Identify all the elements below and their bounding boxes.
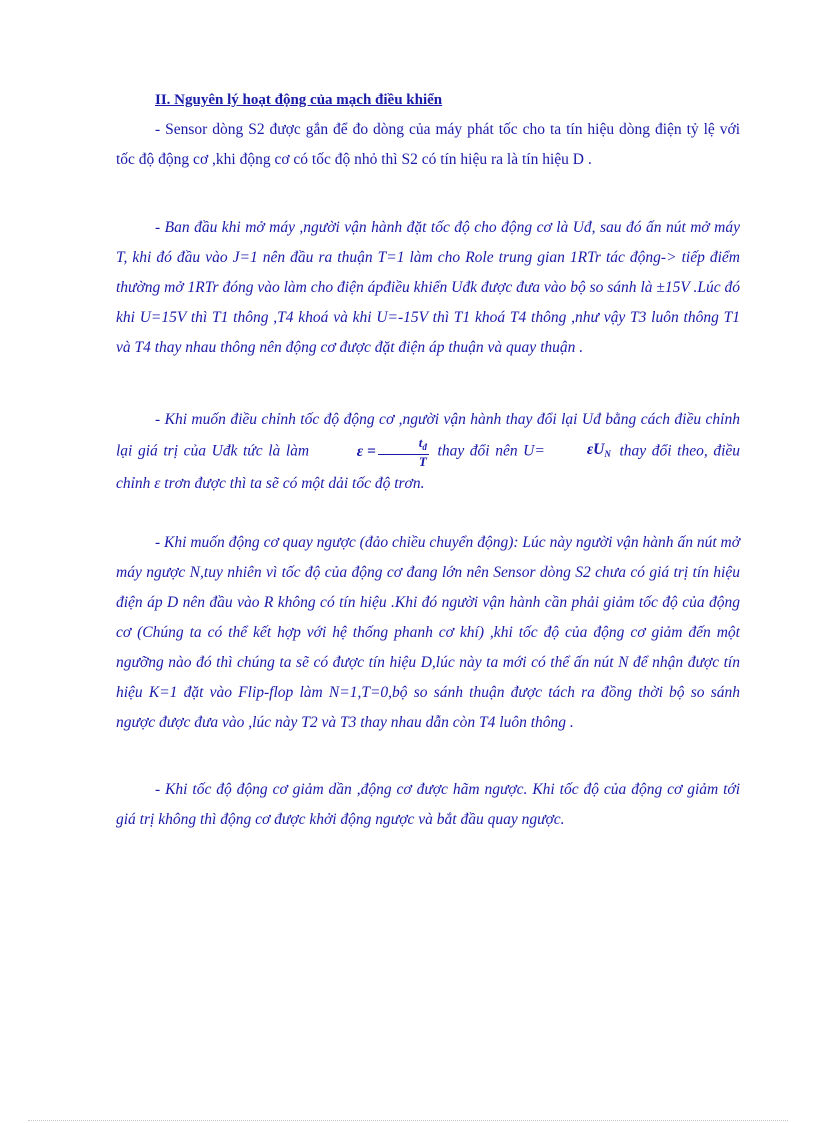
section-heading: II. Nguyên lý hoạt động của mạch điều khiển: [155, 92, 443, 108]
paragraph-reverse: - Khi muốn động cơ quay ngược (đảo chiều chuyển động): Lúc này người vận hành ấn nút mở máy ngược N,tuy nhiên vì tốc độ của động cơ đang lớn nên Sensor dòng S2 chưa có giá trị tín hiệu điện áp D nên đầu vào R không có tín hiệu .Khi đó người vận hành cần phải giảm tốc độ của động cơ (Chúng ta có thể kết hợp với hệ thống phanh cơ khí) ,khi tốc độ của động cơ giảm đến một ngưỡng nào đó thì chúng ta sẽ có được tín hiệu D,lúc này ta mới có thể ấn nút N để nhận được tín hiệu K=1 đặt vào Flip-flop làm N=1,T=0,bộ so sánh thuận được tách ra đồng thời bộ so sánh ngược được đưa vào ,lúc này T2 và T3 thay nhau dẫn còn T4 luôn thông .: [116, 534, 740, 731]
epsilon-formula: [318, 436, 429, 469]
voltage-formula: [548, 435, 611, 469]
paragraph-startup: - Ban đầu khi mở máy ,người vận hành đặt tốc độ cho động cơ là Uđ, sau đó ấn nút mở máy T, khi đó đầu vào J=1 nên đầu ra thuận T=1 làm cho Role trung gian 1RTr tác động-> tiếp điểm thường mở 1RTr đóng vào làm cho điện ápđiều khiển Uđk được đưa vào bộ so sánh là ±15V .Lúc đó khi U=15V thì T1 thông ,T4 khoá và khi U=-15V thì T1 khoá T4 thông ,như vậy T3 luôn thông T1 và T4 thay nhau thông nên động cơ được đặt điện áp thuận và quay thuận .: [116, 219, 740, 356]
paragraph-sensor: - Sensor dòng S2 được gắn để đo dòng của máy phát tốc cho ta tín hiệu dòng điện tỷ lệ với tốc độ động cơ ,khi động cơ có tốc độ nhỏ thì S2 có tín hiệu ra là tín hiệu D .: [116, 121, 740, 168]
numerator-base: t: [418, 434, 423, 450]
voltage-formula-subscript: N: [604, 449, 611, 459]
fraction-numerator: [378, 436, 429, 455]
paragraph-braking: - Khi tốc độ động cơ giảm dần ,động cơ được hãm ngược. Khi tốc độ của động cơ giảm tới giá trị không thì động cơ được khởi động ngược và bắt đầu quay ngược.: [116, 781, 740, 828]
epsilon-formula-lhs: ε =: [356, 442, 376, 460]
speed-control-text-2: thay đổi nên U=: [437, 442, 545, 460]
speed-control-text-1: - Khi muốn điều chỉnh tốc độ động cơ ,người vận hành thay đổi lại Uđ bằng cách điều chỉnh lại giá trị của Uđk tức là làm: [116, 411, 740, 460]
paragraph-speed-control: [116, 405, 740, 499]
page-bottom-border: [28, 1120, 788, 1121]
voltage-formula-base: εU: [586, 441, 605, 458]
epsilon-fraction: [378, 436, 429, 469]
speed-control-text-3: thay đổi theo, điều chỉnh ε trơn được thì ta sẽ có một dải tốc độ trơn.: [116, 442, 741, 492]
numerator-subscript: đ: [422, 441, 427, 452]
fraction-denominator: T: [418, 453, 427, 469]
